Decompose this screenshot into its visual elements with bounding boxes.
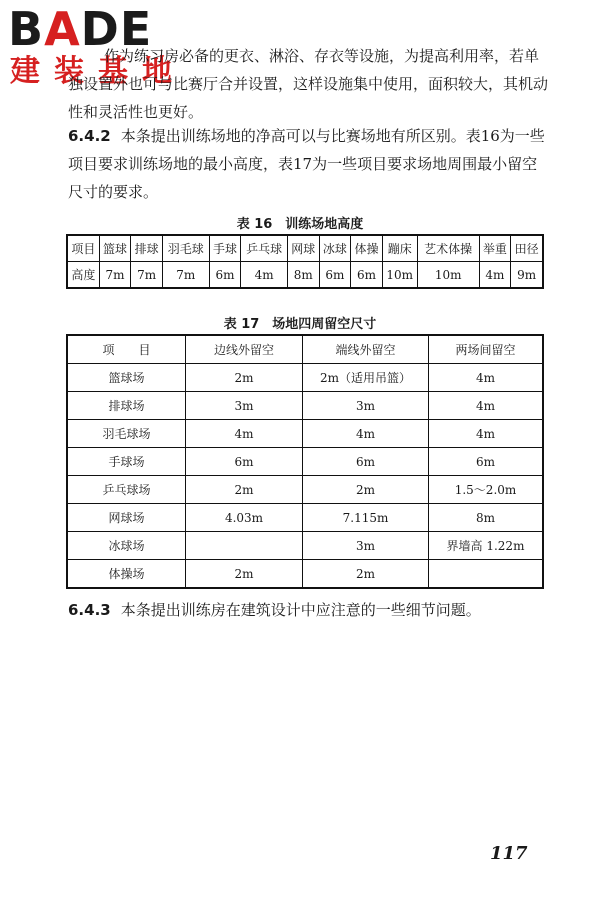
page-number: 117 bbox=[490, 843, 528, 864]
table-cell: 界墙高 1.22m bbox=[429, 532, 544, 560]
table-header-row bbox=[67, 335, 543, 364]
table-header-cell: 边线外留空 bbox=[186, 335, 303, 364]
table-cell: 6m bbox=[351, 262, 383, 289]
table-cell: 3m bbox=[303, 392, 429, 420]
table-cell: 8m bbox=[429, 504, 544, 532]
table-17-caption: 表 17 场地四周留空尺寸 bbox=[223, 317, 377, 332]
table-cell: 蹦床 bbox=[382, 235, 417, 262]
table-cell: 1.5～2.0m bbox=[429, 476, 544, 504]
table-row bbox=[67, 448, 543, 476]
table-cell: 4m bbox=[241, 262, 288, 289]
table-cell: 3m bbox=[303, 532, 429, 560]
training-height-table bbox=[66, 234, 544, 289]
table-cell: 2m bbox=[303, 560, 429, 589]
table-cell: 冰球 bbox=[319, 235, 351, 262]
table-cell: 体操场 bbox=[67, 560, 186, 589]
table-cell: 冰球场 bbox=[67, 532, 186, 560]
table-cell: 4m bbox=[429, 392, 544, 420]
table-row bbox=[67, 235, 543, 262]
table-cell: 7m bbox=[162, 262, 209, 289]
table-cell: 乒乓球 bbox=[241, 235, 288, 262]
table-cell: 排球场 bbox=[67, 392, 186, 420]
table-cell: 2m bbox=[186, 476, 303, 504]
section-number: 6.4.3 bbox=[68, 601, 111, 619]
table-cell: 6m bbox=[303, 448, 429, 476]
table-header-cell: 两场间留空 bbox=[429, 335, 544, 364]
table-cell: 2m bbox=[186, 560, 303, 589]
table-cell: 4m bbox=[479, 262, 511, 289]
table-row bbox=[67, 262, 543, 289]
table-cell: 乒乓球场 bbox=[67, 476, 186, 504]
table-cell: 4m bbox=[303, 420, 429, 448]
table-cell: 艺术体操 bbox=[417, 235, 479, 262]
table-cell: 篮球 bbox=[99, 235, 131, 262]
table-cell: 3m bbox=[186, 392, 303, 420]
table-row bbox=[67, 392, 543, 420]
table-cell: 羽毛球 bbox=[162, 235, 209, 262]
table-cell: 篮球场 bbox=[67, 364, 186, 392]
logo-chinese-text: 建装基地 bbox=[10, 54, 186, 89]
table-cell: 2m bbox=[186, 364, 303, 392]
table-cell: 网球场 bbox=[67, 504, 186, 532]
table-cell: 7m bbox=[99, 262, 131, 289]
table-row bbox=[67, 560, 543, 589]
section-6-4-3 bbox=[68, 596, 548, 624]
section-text: 本条提出训练房在建筑设计中应注意的一些细节问题。 bbox=[120, 601, 481, 619]
table-row bbox=[67, 476, 543, 504]
table-cell: 6m bbox=[319, 262, 351, 289]
table-cell: 羽毛球场 bbox=[67, 420, 186, 448]
table-cell: 6m bbox=[186, 448, 303, 476]
clearance-table bbox=[66, 334, 544, 589]
table-cell: 项目 bbox=[67, 235, 99, 262]
table-cell: 7.115m bbox=[303, 504, 429, 532]
table-cell bbox=[186, 532, 303, 560]
table-row bbox=[67, 420, 543, 448]
table-16-caption: 表 16 训练场地高度 bbox=[236, 217, 364, 232]
table-cell: 手球场 bbox=[67, 448, 186, 476]
table-cell: 6m bbox=[429, 448, 544, 476]
table-cell: 9m bbox=[511, 262, 543, 289]
table-cell: 10m bbox=[382, 262, 417, 289]
table-cell: 高度 bbox=[67, 262, 99, 289]
table-cell: 10m bbox=[417, 262, 479, 289]
table-cell bbox=[429, 560, 544, 589]
table-header-cell: 端线外留空 bbox=[303, 335, 429, 364]
table-cell: 6m bbox=[209, 262, 241, 289]
section-text: 本条提出训练场地的净高可以与比赛场地有所区别。表16为一些项目要求训练场地的最小高度，表17为一些项目要求场地周围最小留空尺寸的要求。 bbox=[68, 127, 545, 201]
section-number: 6.4.2 bbox=[68, 127, 111, 145]
table-row bbox=[67, 504, 543, 532]
table-cell: 8m bbox=[288, 262, 320, 289]
table-cell: 7m bbox=[131, 262, 163, 289]
table-cell: 田径 bbox=[511, 235, 543, 262]
intro-paragraph: 作为练习房必备的更衣、淋浴、存衣等设施，为提高利用率，若单独设置外也可与比赛厅合并设置，这样设施集中使用，面积较大，其机动性和灵活性也更好。 bbox=[68, 47, 549, 121]
table-cell: 体操 bbox=[351, 235, 383, 262]
table-cell: 排球 bbox=[131, 235, 163, 262]
table-cell: 2m bbox=[303, 476, 429, 504]
table-cell: 举重 bbox=[479, 235, 511, 262]
table-cell: 网球 bbox=[288, 235, 320, 262]
table-cell: 4.03m bbox=[186, 504, 303, 532]
table-cell: 4m bbox=[429, 420, 544, 448]
table-row bbox=[67, 532, 543, 560]
table-cell: 4m bbox=[429, 364, 544, 392]
logo-wordmark: BADE bbox=[8, 2, 153, 56]
section-6-4-2 bbox=[68, 122, 548, 206]
table-cell: 手球 bbox=[209, 235, 241, 262]
table-row bbox=[67, 364, 543, 392]
table-header-cell: 项 目 bbox=[67, 335, 186, 364]
table-cell: 4m bbox=[186, 420, 303, 448]
table-cell: 2m（适用吊篮） bbox=[303, 364, 429, 392]
